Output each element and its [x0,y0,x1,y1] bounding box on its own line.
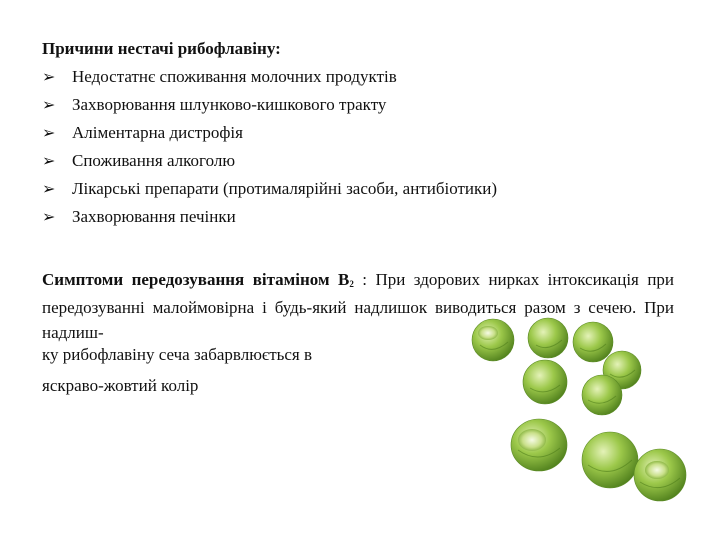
symptoms-line4: ку рибофлавіну сеча забарвлюється в [42,345,313,364]
list-item-text: Захворювання шлунково-кишкового тракту [72,95,387,114]
symptoms-line2-text: інтоксикація при передозуванні малоймовірна і будь-який надлишок [42,270,675,317]
list-item [42,94,497,122]
arrow-bullet-icon: ➢ [42,207,56,226]
arrow-bullet-icon: ➢ [42,179,56,198]
symptoms-label: Симптоми передозування вітаміном В [42,270,350,289]
list-item [42,150,497,178]
arrow-bullet-icon: ➢ [42,95,56,114]
list-item-text: Захворювання печінки [72,207,236,226]
list-item [42,178,497,206]
list-item [42,206,497,234]
list-item-text: Споживання алкоголю [72,151,236,170]
brussels-sprouts-image [460,300,690,515]
arrow-bullet-icon: ➢ [42,123,56,142]
causes-heading: Причини нестачі рибофлавіну: [42,39,281,58]
symptoms-line5: яскраво-жовтий колір [42,376,199,395]
symptoms-line3-text: виводиться разом з сечею. При надлиш- [42,298,674,342]
causes-list [42,66,497,234]
list-item [42,66,497,94]
symptoms-line1-text: : При здорових нирках [353,270,540,289]
arrow-bullet-icon: ➢ [42,67,56,86]
arrow-bullet-icon: ➢ [42,151,56,170]
list-item-text: Недостатнє споживання молочних продуктів [72,67,397,86]
list-item [42,122,497,150]
list-item-text: Лікарські препарати (протималярійні засоби, антибіотики) [72,179,498,198]
vitamin-subscript: 2 [349,279,354,289]
list-item-text: Аліментарна дистрофія [72,123,243,142]
